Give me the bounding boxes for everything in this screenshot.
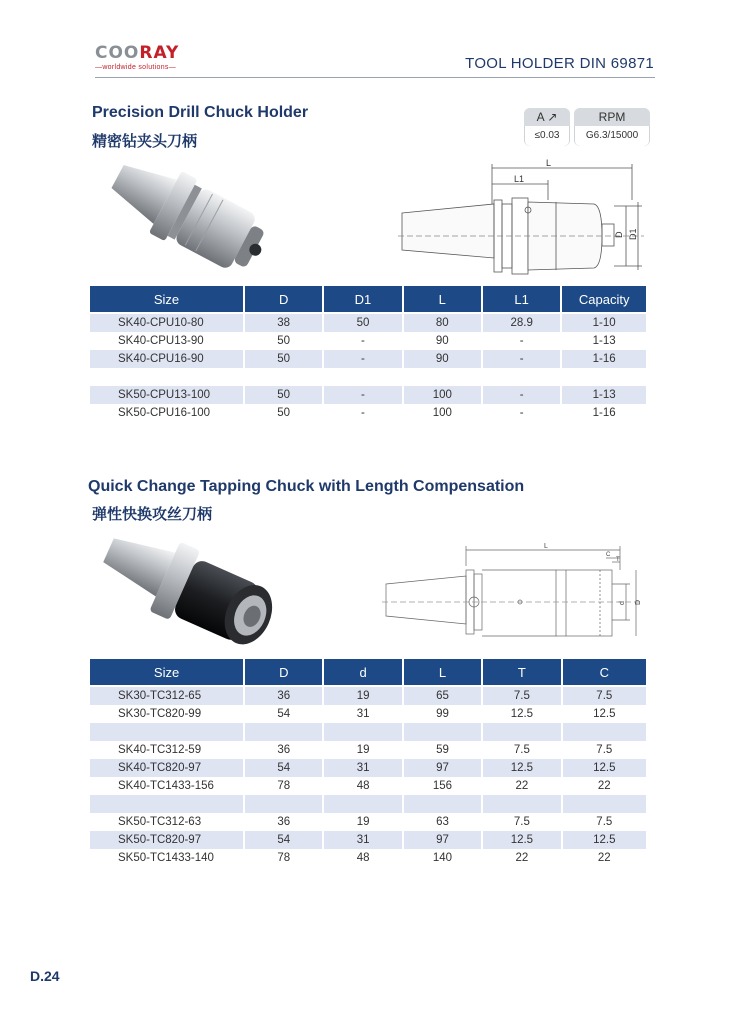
column-header: C xyxy=(563,659,646,687)
table-cell xyxy=(245,795,322,813)
runout-badge-label: A ↗ xyxy=(524,108,570,126)
size-cell: SK40-CPU10-80 xyxy=(90,314,243,332)
table-cell: 50 xyxy=(245,350,322,368)
section1-title-cn: 精密钻夹头刀柄 xyxy=(92,132,198,150)
table-cell: 12.5 xyxy=(563,831,646,849)
table-cell: 90 xyxy=(435,335,449,347)
column-header: Size xyxy=(90,286,243,314)
table-cell: - xyxy=(361,335,365,347)
size-cell: SK50-CPU16-100 xyxy=(118,407,211,419)
table-cell: 50 xyxy=(245,386,322,404)
table-cell: 7.5 xyxy=(596,816,613,828)
table-cell: 48 xyxy=(356,780,370,792)
drawing2-label-C: C xyxy=(606,552,611,558)
section2-title-cn: 弹性快换攻丝刀柄 xyxy=(92,505,213,523)
drawing-label-L1: L1 xyxy=(514,174,525,184)
table-row xyxy=(90,705,646,723)
table-cell: 1-13 xyxy=(592,335,616,347)
table-cell: 100 xyxy=(404,386,481,404)
table-cell: 50 xyxy=(277,407,291,419)
table-cell: 12.5 xyxy=(563,759,646,777)
table-cell: - xyxy=(483,386,560,404)
table-cell: 54 xyxy=(245,831,322,849)
column-header: L xyxy=(404,659,481,687)
table-cell: 22 xyxy=(515,780,529,792)
drawing2-label-d: d xyxy=(619,601,626,605)
table-cell: 54 xyxy=(245,759,322,777)
table-cell: 156 xyxy=(432,780,453,792)
table-cell: 19 xyxy=(356,816,370,828)
table-row xyxy=(90,332,646,350)
drawing2-label-L: L xyxy=(544,543,548,550)
size-cell: SK30-TC820-99 xyxy=(118,708,202,720)
size-cell: SK50-TC312-63 xyxy=(118,816,202,828)
table-spacer-row xyxy=(90,795,646,813)
table-spacer-row xyxy=(90,368,646,386)
table-row xyxy=(90,404,646,422)
table-cell: 22 xyxy=(597,852,611,864)
logo-wordmark: COORAY xyxy=(95,43,180,63)
table-cell: - xyxy=(324,350,401,368)
table-cell: 78 xyxy=(277,780,291,792)
table-cell: - xyxy=(483,350,560,368)
column-header: L1 xyxy=(483,286,560,314)
table-cell: 12.5 xyxy=(483,759,560,777)
size-cell: SK40-TC820-97 xyxy=(90,759,243,777)
table-cell: 22 xyxy=(515,852,529,864)
table-row xyxy=(90,813,646,831)
table-row xyxy=(90,777,646,795)
table-cell: 99 xyxy=(436,708,449,720)
table-cell: 31 xyxy=(324,831,401,849)
table-cell: 28.9 xyxy=(483,314,560,332)
table-header-row xyxy=(90,659,646,687)
table-cell: 63 xyxy=(436,816,449,828)
column-header: D1 xyxy=(324,286,401,314)
table-cell: 12.5 xyxy=(593,708,616,720)
column-header: d xyxy=(324,659,401,687)
table-cell xyxy=(324,723,401,741)
table-cell: 97 xyxy=(404,759,481,777)
table-row xyxy=(90,314,646,332)
size-cell: SK40-CPU13-90 xyxy=(118,335,204,347)
table-cell: 1-16 xyxy=(562,350,646,368)
table-row xyxy=(90,831,646,849)
table-cell xyxy=(404,795,481,813)
runout-badge xyxy=(524,108,570,146)
column-header: Size xyxy=(90,659,243,687)
table-cell: 31 xyxy=(324,759,401,777)
table-cell: 7.5 xyxy=(513,816,530,828)
table-cell xyxy=(404,723,481,741)
drill-chuck-drawing xyxy=(396,158,646,284)
size-cell xyxy=(90,368,243,386)
table-cell: 50 xyxy=(324,314,401,332)
table-cell: 19 xyxy=(324,687,401,705)
table-cell xyxy=(483,723,560,741)
table-cell: 31 xyxy=(356,708,370,720)
table-cell: - xyxy=(519,407,524,419)
table-cell: 12.5 xyxy=(510,708,534,720)
table-cell: 7.5 xyxy=(563,687,646,705)
table-cell: 97 xyxy=(404,831,481,849)
table-cell: 7.5 xyxy=(513,744,530,756)
table-cell xyxy=(563,795,646,813)
drawing-label-D1: D1 xyxy=(628,228,638,240)
table-cell xyxy=(324,795,401,813)
table-row xyxy=(90,350,646,368)
table-header-row xyxy=(90,286,646,314)
table-cell: 12.5 xyxy=(483,831,560,849)
table-cell: 36 xyxy=(277,816,291,828)
table-cell: 36 xyxy=(277,744,291,756)
size-cell xyxy=(90,723,243,741)
size-cell: SK40-TC1433-156 xyxy=(118,780,214,792)
table-cell: 65 xyxy=(404,687,481,705)
table-cell: 54 xyxy=(277,708,291,720)
table-cell: 7.5 xyxy=(596,744,613,756)
table-cell: 59 xyxy=(436,744,449,756)
size-cell: SK40-TC312-59 xyxy=(118,744,202,756)
drill-chuck-photo xyxy=(100,150,280,280)
table-cell: 1-16 xyxy=(592,407,616,419)
table-cell: 50 xyxy=(277,335,291,347)
table-cell: 1-10 xyxy=(562,314,646,332)
drill-chuck-spec-table xyxy=(88,286,648,422)
size-cell: SK50-TC1433-140 xyxy=(118,852,214,864)
table-cell xyxy=(562,368,646,386)
drawing-label-D: D xyxy=(614,231,624,238)
size-cell: SK50-TC820-97 xyxy=(90,831,243,849)
rpm-badge xyxy=(574,108,650,146)
table-cell: - xyxy=(324,386,401,404)
rpm-badge-label: RPM xyxy=(574,108,650,126)
tapping-chuck-spec-table xyxy=(88,659,648,867)
column-header: Capacity xyxy=(562,286,646,314)
size-cell xyxy=(90,795,243,813)
table-cell xyxy=(245,368,322,386)
runout-badge-value: ≤0.03 xyxy=(524,126,570,146)
table-cell: 100 xyxy=(432,407,452,419)
table-cell: 7.5 xyxy=(483,687,560,705)
drawing-label-L: L xyxy=(546,158,552,168)
column-header: D xyxy=(245,659,322,687)
table-row xyxy=(90,386,646,404)
table-cell: - xyxy=(519,335,524,347)
table-cell xyxy=(563,723,646,741)
table-cell xyxy=(245,723,322,741)
table-cell: 48 xyxy=(356,852,370,864)
table-cell: 80 xyxy=(404,314,481,332)
table-cell: 1-13 xyxy=(562,386,646,404)
size-cell: SK30-TC312-65 xyxy=(90,687,243,705)
table-cell xyxy=(404,368,481,386)
size-cell: SK50-CPU13-100 xyxy=(90,386,243,404)
table-row xyxy=(90,741,646,759)
page-number: D.24 xyxy=(30,968,60,984)
table-cell: 22 xyxy=(597,780,611,792)
drawing2-label-D: D xyxy=(635,599,642,605)
table-cell xyxy=(483,795,560,813)
tapping-chuck-drawing xyxy=(380,540,648,650)
runout-arrow-icon: ↗ xyxy=(547,110,558,124)
cooray-logo xyxy=(95,44,205,74)
tapping-chuck-photo xyxy=(95,530,295,655)
column-header: T xyxy=(483,659,560,687)
table-cell xyxy=(324,368,401,386)
column-header: L xyxy=(404,286,481,314)
table-cell: - xyxy=(361,407,365,419)
table-cell: 19 xyxy=(356,744,370,756)
size-cell: SK40-CPU16-90 xyxy=(90,350,243,368)
table-cell: 36 xyxy=(245,687,322,705)
table-spacer-row xyxy=(90,723,646,741)
table-row xyxy=(90,849,646,867)
table-row xyxy=(90,759,646,777)
section1-title: Precision Drill Chuck Holder xyxy=(92,104,309,121)
drawing2-label-T: T xyxy=(616,557,620,563)
column-header: D xyxy=(245,286,322,314)
table-cell: 38 xyxy=(245,314,322,332)
table-cell xyxy=(483,368,560,386)
table-cell: 140 xyxy=(432,852,453,864)
section2-title: Quick Change Tapping Chuck with Length Compensation xyxy=(88,478,525,495)
table-cell: 90 xyxy=(404,350,481,368)
header-divider xyxy=(95,77,655,78)
table-cell: 78 xyxy=(277,852,291,864)
logo-tagline: —worldwide solutions— xyxy=(95,64,177,71)
page-header-title: TOOL HOLDER DIN 69871 xyxy=(465,55,654,72)
rpm-badge-value: G6.3/15000 xyxy=(574,126,650,146)
table-row xyxy=(90,687,646,705)
